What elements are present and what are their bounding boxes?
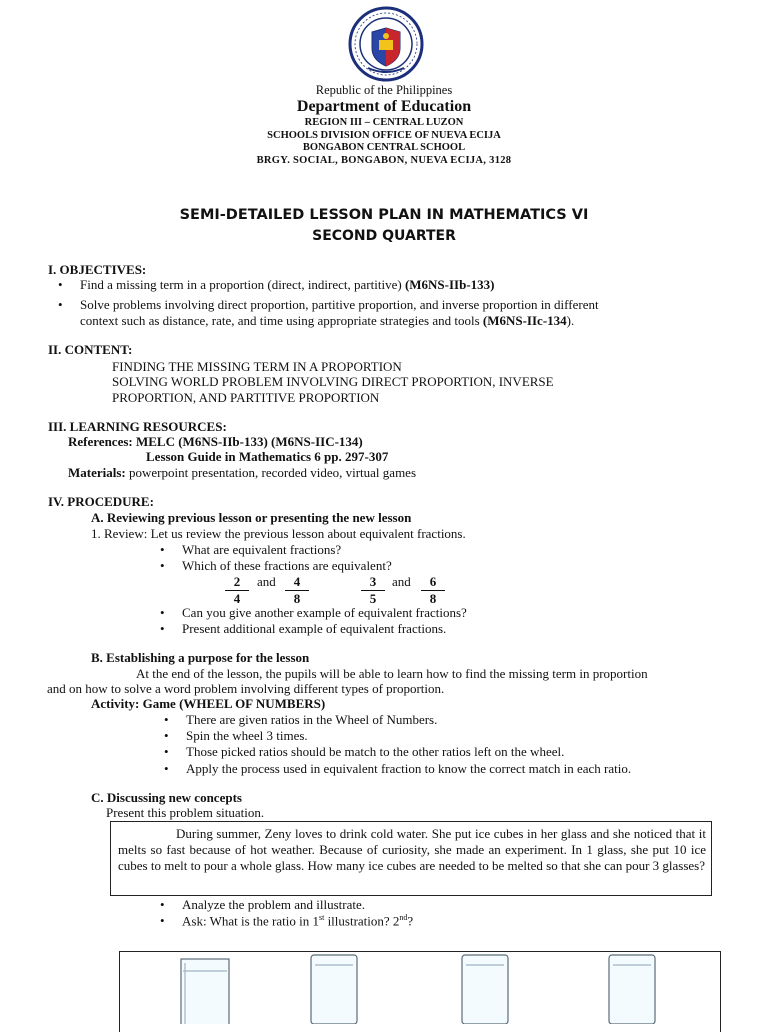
procedure-b-bullet-1: • There are given ratios in the Wheel of Numbers. — [186, 712, 437, 728]
objective-1-text: Find a missing term in a proportion (direct, indirect, partitive) — [80, 277, 405, 292]
fraction-3-num: 3 — [361, 574, 385, 591]
references-line: References: MELC (M6NS-IIb-133) (M6NS-IIC-134) — [68, 434, 363, 449]
fraction-1 — [225, 574, 249, 607]
objective-2-text: context such as distance, rate, and time using appropriate strategies and tools — [80, 313, 483, 328]
procedure-c-bullet-1: • Analyze the problem and illustrate. — [182, 897, 365, 913]
ask-text-b: illustration? 2 — [324, 913, 400, 929]
procedure-a-bullet-4: • Present additional example of equivalent fractions. — [182, 621, 446, 637]
page-title: SEMI-DETAILED LESSON PLAN IN MATHEMATICS VI — [179, 207, 589, 223]
ask-text-a: Ask: What is the ratio in 1 — [182, 913, 319, 929]
materials-value: powerpoint presentation, recorded video, virtual games — [125, 465, 417, 480]
fraction-3 — [361, 574, 385, 607]
address-line: BRGY. SOCIAL, BONGABON, NUEVA ECIJA, 3128 — [256, 155, 512, 166]
procedure-b-bullet-2: • Spin the wheel 3 times. — [186, 728, 308, 744]
school-line: BONGABON CENTRAL SCHOOL — [302, 142, 466, 153]
glass-3 — [462, 955, 508, 1024]
division-line: SCHOOLS DIVISION OFFICE OF NUEVA ECIJA — [267, 130, 501, 141]
ask-text-c: ? — [407, 913, 414, 929]
content-heading: II. CONTENT: — [48, 342, 133, 357]
glass-illustrations — [119, 951, 719, 1024]
procedure-heading: IV. PROCEDURE: — [48, 494, 154, 509]
objective-1-code: (M6NS-IIb-133) — [404, 277, 495, 292]
procedure-c-heading: C. Discussing new concepts — [91, 790, 242, 805]
fraction-4-den: 8 — [429, 591, 437, 606]
procedure-b-heading: B. Establishing a purpose for the lesson — [91, 650, 310, 665]
procedure-b-bullet-4: • Apply the process used in equivalent fraction to know the correct match in each ratio. — [186, 761, 631, 777]
problem-text: During summer, Zeny loves to drink cold water. She put ice cubes in her glass and she noticed that it melts so fast because of hot weather. Because of curiosity, she made an experiment. In 1 glass, she put 10 ice cubes to melt to pour a whole glass. How many ice cubes are needed to be melted so that she can pour 3 glasses? — [118, 826, 706, 873]
review-line: 1. Review: Let us review the previous lesson about equivalent fractions. — [91, 526, 466, 541]
region-line: REGION III – CENTRAL LUZON — [304, 117, 464, 128]
procedure-c-intro: Present this problem situation. — [106, 805, 265, 820]
objective-2-line2 — [80, 313, 574, 329]
materials-line — [68, 465, 416, 481]
content-line-1: FINDING THE MISSING TERM IN A PROPORTION — [112, 359, 402, 374]
objective-2-code: (M6NS-IIc-134 — [482, 313, 567, 328]
ask-sup-1: st — [318, 913, 325, 922]
fraction-2 — [285, 574, 309, 607]
procedure-b-line-1: At the end of the lesson, the pupils will be able to learn how to find the missing term in proportion — [136, 666, 648, 681]
procedure-a-bullet-1: • What are equivalent fractions? — [182, 542, 341, 558]
procedure-a-bullet-3: • Can you give another example of equivalent fractions? — [182, 605, 467, 621]
content-line-2: SOLVING WORLD PROBLEM INVOLVING DIRECT PROPORTION, INVERSE — [112, 374, 554, 389]
objective-2-end: ). — [566, 313, 575, 328]
fraction-4 — [421, 574, 445, 607]
republic-line: Republic of the Philippines — [315, 83, 453, 97]
glass-1 — [181, 959, 229, 1024]
materials-label: Materials: — [68, 465, 126, 480]
deped-seal — [348, 6, 424, 82]
procedure-c-bullet-2 — [182, 913, 413, 929]
objective-2-line1: • Solve problems involving direct proportion, partitive proportion, and inverse proportion in different — [80, 297, 599, 313]
and-word-2: and — [392, 574, 411, 589]
page-subtitle: SECOND QUARTER — [312, 228, 456, 244]
activity-line: Activity: Game (WHEEL OF NUMBERS) — [91, 696, 326, 711]
fraction-3-den: 5 — [369, 591, 377, 606]
glass-4 — [609, 955, 655, 1024]
content-line-3: PROPORTION, AND PARTITIVE PROPORTION — [112, 390, 380, 405]
department-title: Department of Education — [296, 98, 472, 115]
procedure-b-line-2: and on how to solve a word problem involving different types of proportion. — [47, 681, 445, 696]
objectives-heading: I. OBJECTIVES: — [48, 262, 147, 277]
lesson-guide-line: Lesson Guide in Mathematics 6 pp. 297-307 — [146, 449, 389, 464]
procedure-b-bullet-3: • Those picked ratios should be match to the other ratios left on the wheel. — [186, 744, 564, 760]
fraction-2-den: 8 — [293, 591, 301, 606]
procedure-a-bullet-2: • Which of these fractions are equivalent? — [182, 558, 392, 574]
fraction-1-num: 2 — [225, 574, 249, 591]
ask-sup-2: nd — [399, 913, 408, 922]
objective-1 — [80, 277, 495, 293]
resources-heading: III. LEARNING RESOURCES: — [48, 419, 227, 434]
glass-2 — [311, 955, 357, 1024]
fraction-2-num: 4 — [285, 574, 309, 591]
fraction-4-num: 6 — [421, 574, 445, 591]
procedure-a-heading: A. Reviewing previous lesson or presenting the new lesson — [91, 510, 412, 525]
and-word-1: and — [257, 574, 276, 589]
fraction-1-den: 4 — [233, 591, 241, 606]
